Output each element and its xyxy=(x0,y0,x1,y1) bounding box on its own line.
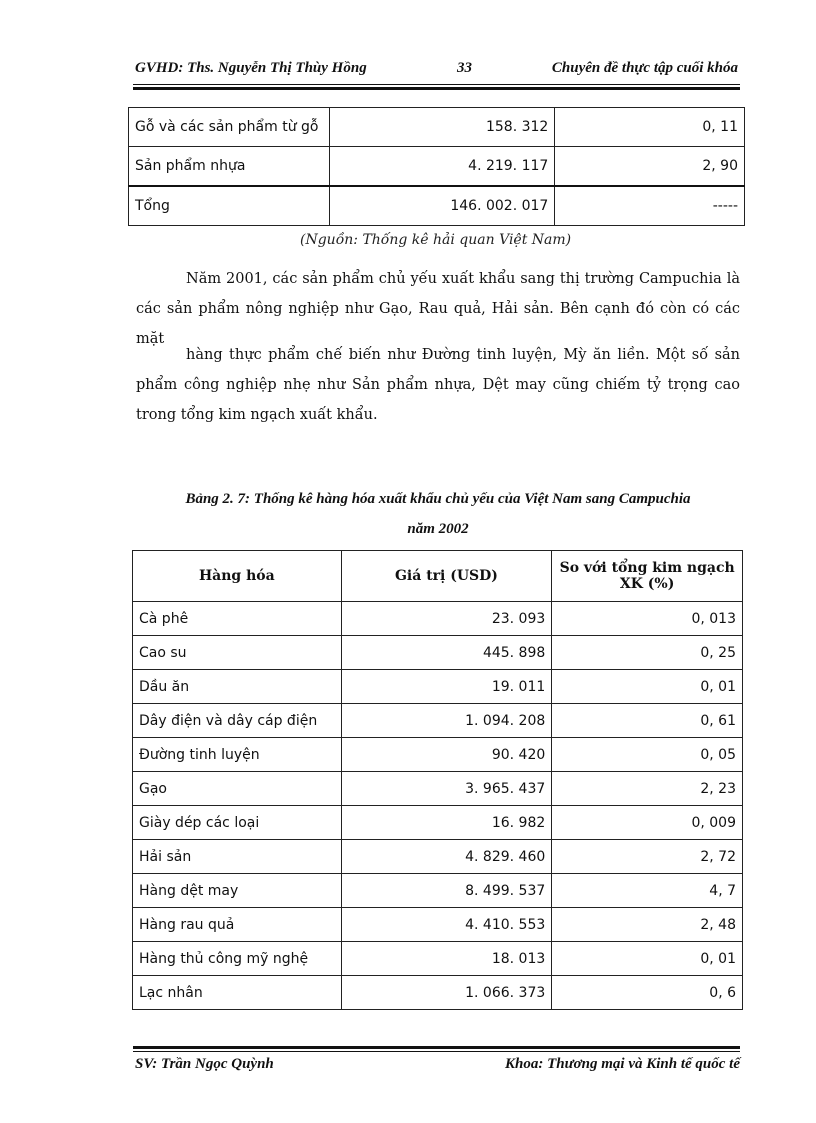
table-header-row xyxy=(133,551,743,602)
table-row xyxy=(133,738,743,772)
footer-rule-thin xyxy=(133,1051,740,1052)
percent-cell: 2, 90 xyxy=(555,147,745,187)
table-row xyxy=(133,976,743,1010)
percent-cell: 4, 7 xyxy=(552,874,743,908)
item-cell: Lạc nhân xyxy=(133,976,342,1010)
table-row xyxy=(133,840,743,874)
total-row xyxy=(129,186,745,226)
header-rule-thin xyxy=(133,84,740,85)
table-row xyxy=(133,704,743,738)
value-cell: 23. 093 xyxy=(341,602,552,636)
percent-cell: 2, 23 xyxy=(552,772,743,806)
caption-line-2: năm 2002 xyxy=(407,521,469,537)
export-table-2001-continued xyxy=(128,107,745,226)
total-label: Tổng xyxy=(129,186,330,226)
student-label: SV: Trần Ngọc Quỳnh xyxy=(135,1056,274,1072)
item-cell: Dầu ăn xyxy=(133,670,342,704)
percent-cell: 2, 72 xyxy=(552,840,743,874)
column-header-item: Hàng hóa xyxy=(133,551,342,602)
item-cell: Hải sản xyxy=(133,840,342,874)
column-header-percent: So với tổng kim ngạch XK (%) xyxy=(552,551,743,602)
value-cell: 18. 013 xyxy=(341,942,552,976)
value-cell: 3. 965. 437 xyxy=(341,772,552,806)
percent-cell: 0, 61 xyxy=(552,704,743,738)
item-cell: Giày dép các loại xyxy=(133,806,342,840)
total-percent: ----- xyxy=(555,186,745,226)
item-cell: Cao su xyxy=(133,636,342,670)
paragraph-2: hàng thực phẩm chế biến như Đường tinh luyện, Mỳ ăn liền. Một số sản phẩm công nghiệp nhẹ như Sản phẩm nhựa, Dệt may cũng chiếm tỷ trọng cao trong tổng kim ngạch xuất khẩu. xyxy=(136,347,740,423)
table-row xyxy=(133,670,743,704)
percent-cell: 0, 01 xyxy=(552,670,743,704)
value-cell: 90. 420 xyxy=(341,738,552,772)
table-row xyxy=(133,636,743,670)
value-cell: 158. 312 xyxy=(329,108,555,147)
value-cell: 4. 410. 553 xyxy=(341,908,552,942)
faculty-label: Khoa: Thương mại và Kinh tế quốc tế xyxy=(505,1056,740,1072)
value-cell: 1. 066. 373 xyxy=(341,976,552,1010)
item-cell: Hàng rau quả xyxy=(133,908,342,942)
percent-cell: 2, 48 xyxy=(552,908,743,942)
source-note: (Nguồn: Thống kê hải quan Việt Nam) xyxy=(300,232,572,248)
table-row xyxy=(133,942,743,976)
paragraph-1: Năm 2001, các sản phẩm chủ yếu xuất khẩu sang thị trường Campuchia là các sản phẩm nông nghiệp như Gạo, Rau quả, Hải sản. Bên cạnh đó còn có các mặt xyxy=(136,271,740,347)
footer-rule-thick xyxy=(133,1046,740,1049)
table-row xyxy=(133,908,743,942)
caption-line-1: Bảng 2. 7: Thống kê hàng hóa xuất khẩu chủ yếu của Việt Nam sang Campuchia xyxy=(185,491,691,507)
percent-cell: 0, 009 xyxy=(552,806,743,840)
table-row xyxy=(133,602,743,636)
column-header-value: Giá trị (USD) xyxy=(341,551,552,602)
export-table-2002 xyxy=(132,550,743,1010)
table-row xyxy=(133,874,743,908)
page-number: 33 xyxy=(457,60,472,76)
item-cell: Dây điện và dây cáp điện xyxy=(133,704,342,738)
item-cell: Đường tinh luyện xyxy=(133,738,342,772)
percent-cell: 0, 11 xyxy=(555,108,745,147)
item-cell: Gạo xyxy=(133,772,342,806)
value-cell: 445. 898 xyxy=(341,636,552,670)
percent-cell: 0, 01 xyxy=(552,942,743,976)
supervisor-label: GVHD: Ths. Nguyễn Thị Thùy Hồng xyxy=(135,60,367,76)
header-rule-thick xyxy=(133,87,740,90)
report-title: Chuyên đề thực tập cuối khóa xyxy=(551,60,738,76)
item-cell: Gỗ và các sản phẩm từ gỗ xyxy=(129,108,330,147)
item-cell: Cà phê xyxy=(133,602,342,636)
table-caption xyxy=(132,484,744,544)
value-cell: 4. 829. 460 xyxy=(341,840,552,874)
table-row xyxy=(133,806,743,840)
value-cell: 19. 011 xyxy=(341,670,552,704)
page-footer xyxy=(135,1056,740,1078)
table-body xyxy=(133,602,743,1010)
value-cell: 1. 094. 208 xyxy=(341,704,552,738)
value-cell: 16. 982 xyxy=(341,806,552,840)
total-value: 146. 002. 017 xyxy=(329,186,555,226)
page-header xyxy=(135,60,738,82)
item-cell: Sản phẩm nhựa xyxy=(129,147,330,187)
table-row xyxy=(129,108,745,147)
table-row xyxy=(129,147,745,187)
percent-cell: 0, 013 xyxy=(552,602,743,636)
percent-cell: 0, 25 xyxy=(552,636,743,670)
value-cell: 4. 219. 117 xyxy=(329,147,555,187)
value-cell: 8. 499. 537 xyxy=(341,874,552,908)
item-cell: Hàng thủ công mỹ nghệ xyxy=(133,942,342,976)
percent-cell: 0, 05 xyxy=(552,738,743,772)
table-row xyxy=(133,772,743,806)
percent-cell: 0, 6 xyxy=(552,976,743,1010)
item-cell: Hàng dệt may xyxy=(133,874,342,908)
